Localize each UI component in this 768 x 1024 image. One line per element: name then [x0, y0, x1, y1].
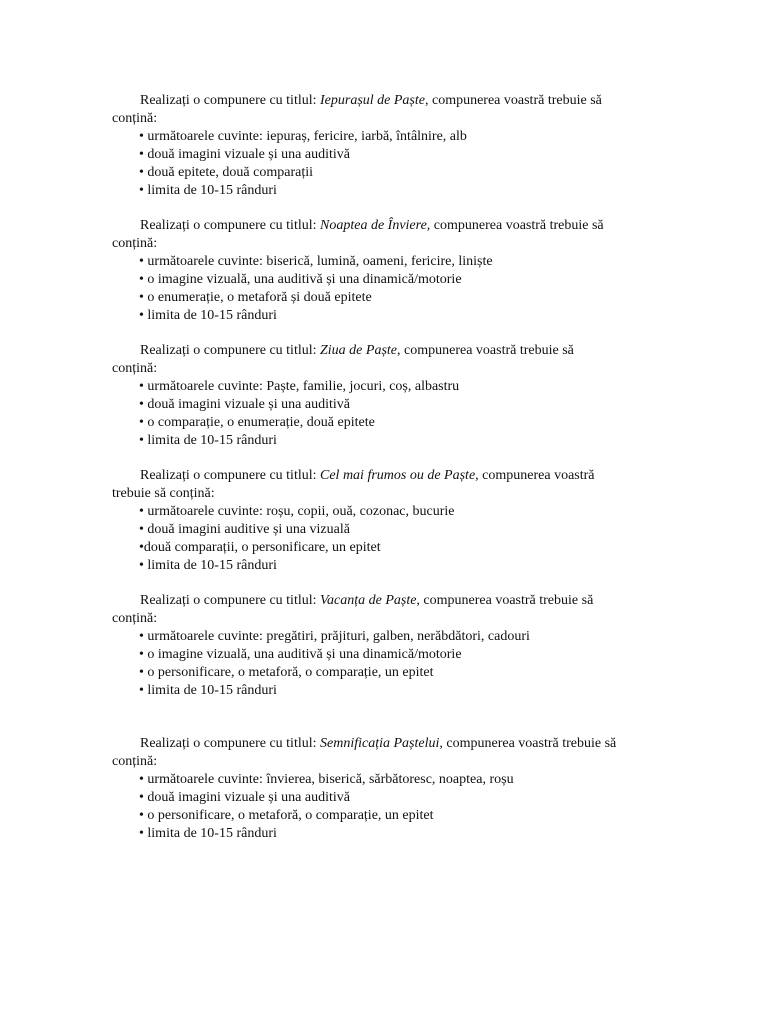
intro-suffix: compunerea voastră trebuie să	[430, 218, 604, 233]
intro-continuation: conțină:	[112, 611, 158, 626]
task-intro	[112, 467, 652, 485]
task-block	[112, 92, 652, 200]
task-title: Noaptea de Înviere,	[320, 218, 431, 233]
task-title: Ziua de Paște	[320, 343, 397, 358]
list-item: • două epitete, două comparații	[139, 165, 314, 180]
list-item: • limita de 10-15 rânduri	[139, 683, 277, 698]
task-intro	[112, 92, 652, 110]
list-item: • următoarele cuvinte: învierea, biserică, sărbătoresc, noaptea, roșu	[139, 772, 514, 787]
list-item: • următoarele cuvinte: Paște, familie, jocuri, coș, albastru	[139, 379, 460, 394]
intro-continuation: trebuie să conțină:	[112, 486, 215, 501]
intro-prefix: Realizați o compunere cu titlul:	[140, 736, 320, 751]
task-title: Vacanța de Paște	[320, 593, 417, 608]
intro-prefix: Realizați o compunere cu titlul:	[140, 468, 320, 483]
intro-continuation: conțină:	[112, 754, 158, 769]
intro-prefix: Realizați o compunere cu titlul:	[140, 93, 320, 108]
intro-suffix: , compunerea voastră trebuie să	[439, 736, 617, 751]
list-item: • două imagini vizuale și una auditivă	[139, 147, 350, 162]
list-item: • limita de 10-15 rânduri	[139, 826, 277, 841]
intro-continuation: conțină:	[112, 361, 158, 376]
task-block	[112, 592, 652, 700]
intro-prefix: Realizați o compunere cu titlul:	[140, 343, 320, 358]
intro-prefix: Realizați o compunere cu titlul:	[140, 593, 320, 608]
intro-prefix: Realizați o compunere cu titlul:	[140, 218, 320, 233]
task-intro	[112, 217, 652, 235]
list-item: • următoarele cuvinte: roșu, copii, ouă, cozonac, bucurie	[139, 504, 455, 519]
list-item: • limita de 10-15 rânduri	[139, 183, 277, 198]
list-item: •două comparații, o personificare, un epitet	[139, 540, 381, 555]
task-title: Iepurașul de Paște	[320, 93, 425, 108]
task-block	[112, 217, 652, 325]
task-block	[112, 467, 652, 575]
intro-suffix: , compunerea voastră trebuie să	[416, 593, 594, 608]
intro-suffix: , compunerea voastră trebuie să	[397, 343, 574, 358]
intro-suffix: , compunerea voastră trebuie să	[424, 93, 602, 108]
list-item: • următoarele cuvinte: biserică, lumină, oameni, fericire, liniște	[139, 254, 493, 269]
list-item: • o imagine vizuală, una auditivă și una dinamică/motorie	[139, 272, 462, 287]
list-item: • o personificare, o metaforă, o comparație, un epitet	[139, 808, 434, 823]
list-item: • următoarele cuvinte: iepuraș, fericire, iarbă, întâlnire, alb	[139, 129, 467, 144]
list-item: • o comparație, o enumerație, două epitete	[139, 415, 375, 430]
intro-suffix: , compunerea voastră	[475, 468, 595, 483]
task-title: Semnificația Paștelui	[320, 736, 440, 751]
list-item: • două imagini auditive și una vizuală	[139, 522, 350, 537]
list-item: • o imagine vizuală, una auditivă și una dinamică/motorie	[139, 647, 462, 662]
list-item: • două imagini vizuale și una auditivă	[139, 790, 350, 805]
list-item: • limita de 10-15 rânduri	[139, 433, 277, 448]
task-intro	[112, 342, 652, 360]
task-title: Cel mai frumos ou de Paște	[320, 468, 476, 483]
list-item: • următoarele cuvinte: pregătiri, prăjituri, galben, nerăbdători, cadouri	[139, 629, 530, 644]
list-item: • limita de 10-15 rânduri	[139, 558, 277, 573]
task-block	[112, 342, 652, 450]
intro-continuation: conțină:	[112, 111, 158, 126]
list-item: • o enumerație, o metaforă și două epitete	[139, 290, 372, 305]
task-intro	[112, 592, 652, 610]
list-item: • o personificare, o metaforă, o comparație, un epitet	[139, 665, 434, 680]
list-item: • limita de 10-15 rânduri	[139, 308, 277, 323]
task-intro	[112, 735, 652, 753]
list-item: • două imagini vizuale și una auditivă	[139, 397, 350, 412]
task-block	[112, 735, 652, 843]
intro-continuation: conțină:	[112, 236, 158, 251]
